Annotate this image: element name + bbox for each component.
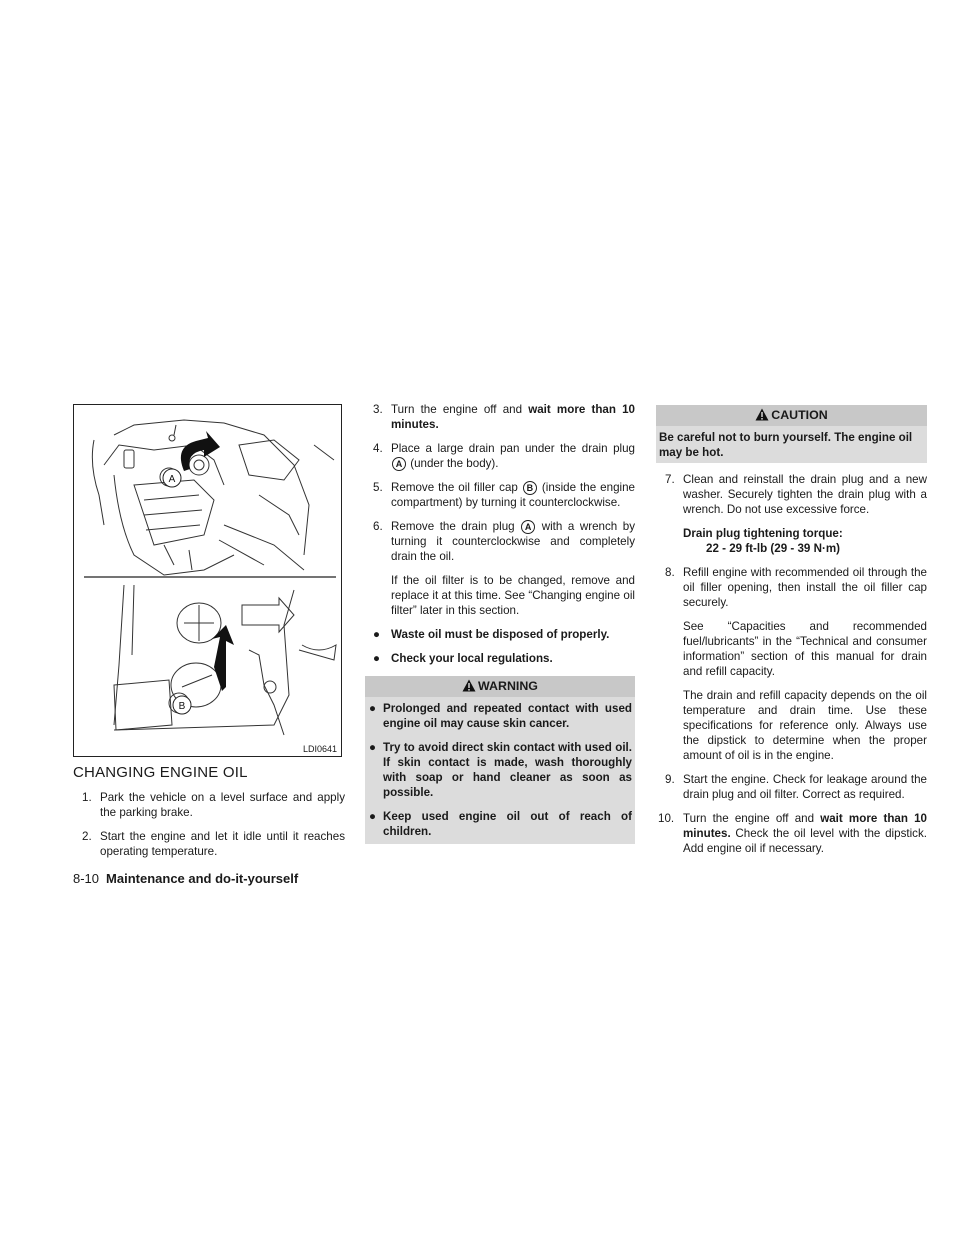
- warning-item: [368, 809, 632, 839]
- step-8: [656, 565, 927, 610]
- warning-item: [368, 740, 632, 800]
- step-number: 3.: [373, 403, 383, 416]
- step-6: [365, 519, 635, 564]
- step-number: 4.: [373, 442, 383, 455]
- capacity-reference-note: See “Capacities and recommended fuel/lubricants” in the “Technical and consumer information” section of this manual for drain and refill capacity.: [683, 620, 927, 678]
- oil-filter-note: If the oil filter is to be changed, remove and replace it at this time. See “Changing engine oil filter” later in this section.: [391, 574, 635, 617]
- right-column: [656, 405, 927, 865]
- step-number: 1.: [82, 791, 92, 804]
- page-footer: [73, 871, 298, 886]
- torque-label: Drain plug tightening torque:: [683, 527, 843, 540]
- marker-b: B: [523, 481, 537, 495]
- bullet-dot: ●: [369, 810, 377, 823]
- bullet-dot: ●: [369, 702, 377, 715]
- step-text: Turn the engine off and: [391, 403, 529, 416]
- step-text: Check the oil level with the dipstick. Add engine oil if necessary.: [683, 827, 927, 855]
- torque-value: 22 - 29 ft-lb (29 - 39 N·m): [706, 542, 841, 555]
- caution-box: [656, 405, 927, 463]
- warning-item-text: Prolonged and repeated contact with used engine oil may cause skin cancer.: [383, 702, 632, 730]
- step-number: 6.: [373, 520, 383, 533]
- warning-body: [365, 697, 635, 844]
- step-7: [656, 472, 927, 517]
- step-text: (under the body).: [407, 457, 499, 470]
- bullet-dot: ●: [373, 652, 381, 665]
- torque-spec: [656, 526, 927, 556]
- step-2: [73, 829, 345, 859]
- callout-a-label: A: [168, 474, 176, 485]
- marker-a: A: [392, 457, 406, 471]
- middle-column: [365, 402, 635, 844]
- marker-a: A: [521, 520, 535, 534]
- step-bold-text: wait more than 10 minutes.: [683, 812, 927, 840]
- capacity-note: The drain and refill capacity depends on the oil temperature and drain time. Use these specifications for reference only. Always use the dipstick to determine when the proper amount of oil is in the engine.: [683, 689, 927, 762]
- step-9: [656, 772, 927, 802]
- warning-icon: [462, 679, 476, 692]
- step-text: Place a large drain pan under the drain plug: [391, 442, 635, 455]
- bullet-text: Check your local regulations.: [391, 652, 553, 665]
- warning-box: [365, 676, 635, 844]
- step-text: Remove the oil filler cap: [391, 481, 522, 494]
- warning-header: [365, 676, 635, 697]
- step-text: Start the engine. Check for leakage around the drain plug and oil filter. Correct as required.: [683, 773, 927, 801]
- step-1: [73, 790, 345, 820]
- step-text: Remove the drain plug: [391, 520, 521, 533]
- step-number: 10.: [658, 812, 675, 825]
- bullet-waste-oil: [365, 627, 635, 642]
- warning-item: [368, 701, 632, 731]
- section-title: CHANGING ENGINE OIL: [73, 764, 248, 781]
- warning-item-text: Try to avoid direct skin contact with used oil. If skin contact is made, wash thoroughly with soap or hand cleaner as soon as possible.: [383, 741, 632, 799]
- step-text: (inside the engine compartment) by turning it counterclockwise.: [391, 481, 636, 509]
- caution-text: Be careful not to burn yourself. The engine oil may be hot.: [656, 426, 927, 463]
- caution-header: [656, 405, 927, 426]
- step-text: Start the engine and let it idle until it reaches operating temperature.: [100, 830, 345, 858]
- step-4: [365, 441, 635, 471]
- step-text: Refill engine with recommended oil through the oil filler opening, then install the oil filler cap securely.: [683, 566, 927, 609]
- step-number: 7.: [665, 473, 675, 486]
- bullet-text: Waste oil must be disposed of properly.: [391, 628, 610, 641]
- step-number: 5.: [373, 481, 383, 494]
- step-number: 2.: [82, 830, 92, 843]
- callout-b-label: B: [178, 701, 186, 712]
- step-bold-text: wait more than 10 minutes.: [391, 403, 635, 431]
- step-text: Clean and reinstall the drain plug and a new washer. Securely tighten the drain plug with a wrench. Do not use excessive force.: [683, 473, 927, 516]
- step-text: with a wrench by turning it counterclockwise and completely drain the oil.: [391, 520, 635, 563]
- chapter-title: Maintenance and do-it-yourself: [106, 871, 299, 886]
- bullet-regulations: [365, 651, 635, 666]
- caution-title: CAUTION: [771, 408, 828, 422]
- left-steps: [73, 790, 345, 868]
- bullet-dot: ●: [369, 741, 377, 754]
- warning-item-text: Keep used engine oil out of reach of children.: [383, 810, 632, 838]
- figure-id: LDI0641: [302, 744, 337, 754]
- step-text: Turn the engine off and: [683, 812, 821, 825]
- caution-icon: [755, 408, 769, 421]
- step-10: [656, 811, 927, 856]
- step-3: [365, 402, 635, 432]
- page-number: 8-10: [73, 871, 100, 886]
- engine-oil-figure: [73, 404, 342, 757]
- warning-title: WARNING: [478, 679, 538, 693]
- step-number: 8.: [665, 566, 675, 579]
- step-number: 9.: [665, 773, 675, 786]
- drain-plug-and-filler-cap-illustration: [74, 405, 341, 756]
- step-text: Park the vehicle on a level surface and apply the parking brake.: [100, 791, 345, 819]
- bullet-dot: ●: [373, 628, 381, 641]
- step-5: [365, 480, 635, 510]
